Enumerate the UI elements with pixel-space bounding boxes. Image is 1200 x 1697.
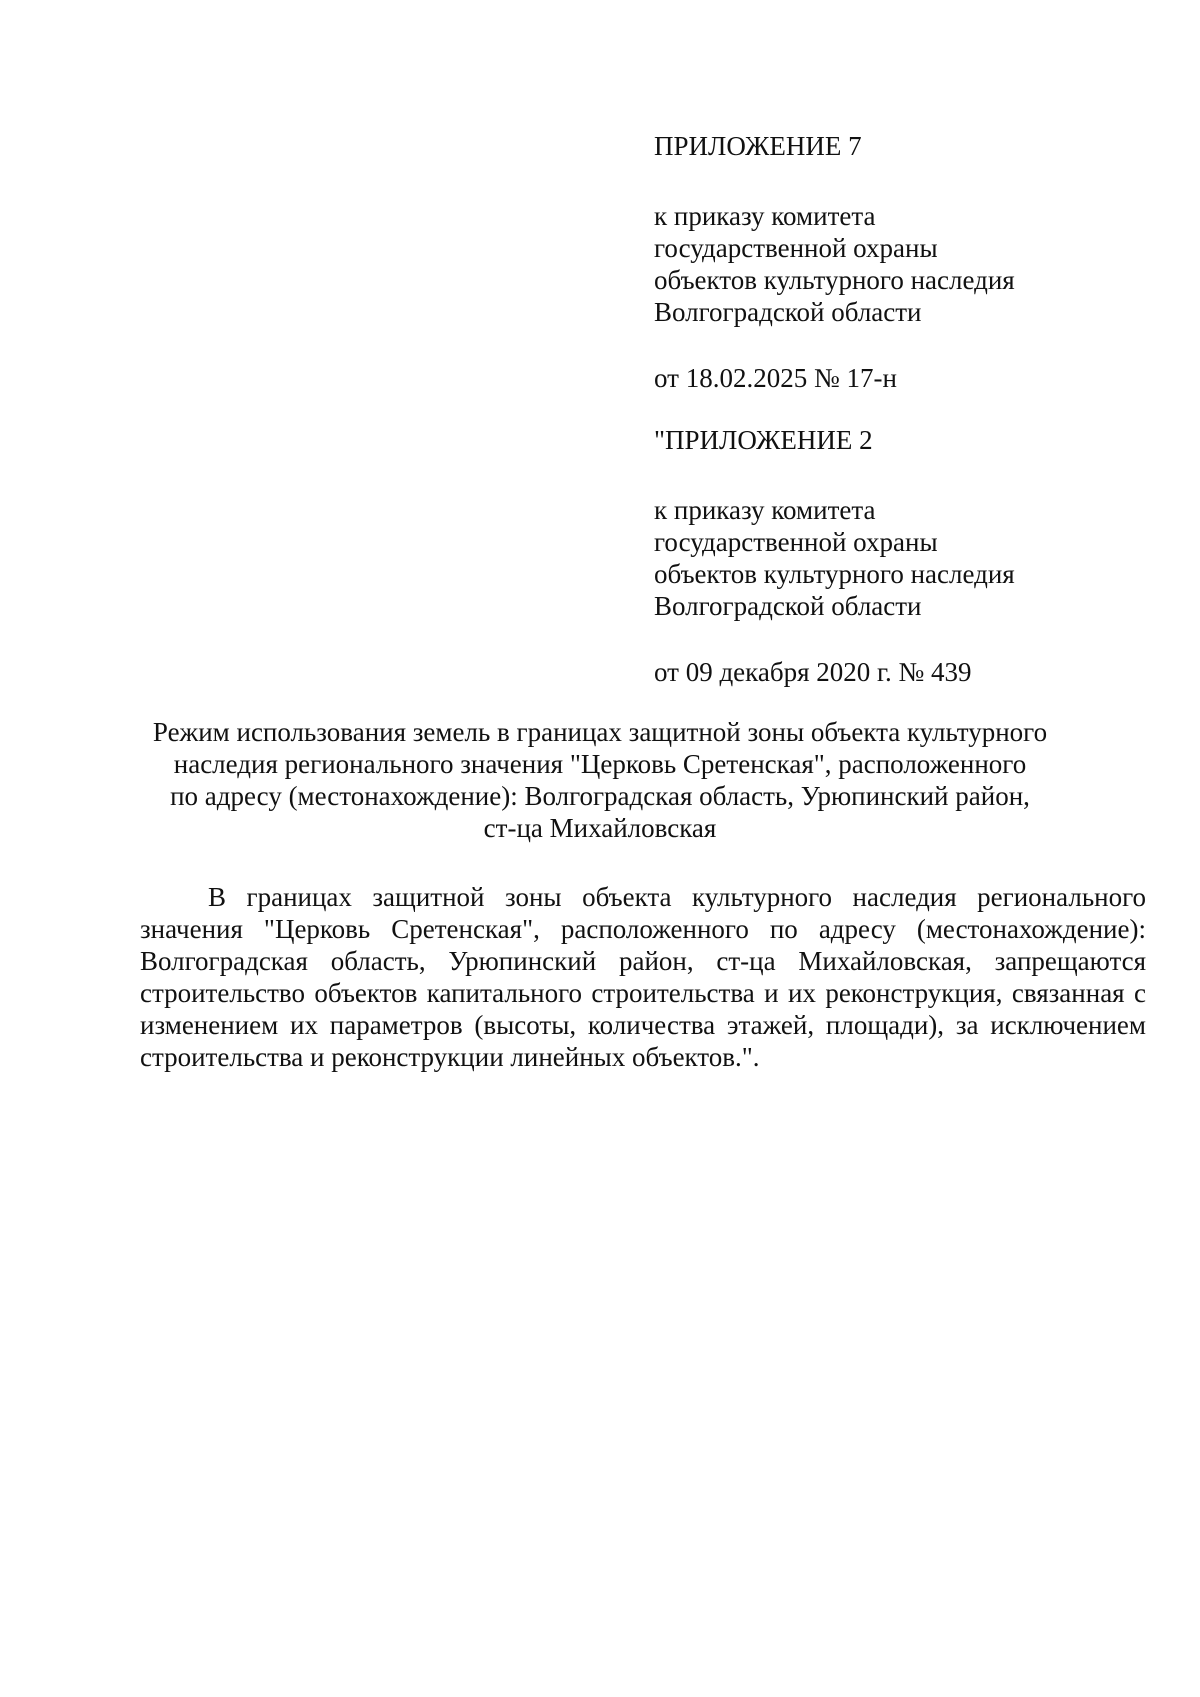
annex-reference (654, 494, 1114, 622)
annex-reference-line: Волгоградской области (654, 591, 922, 621)
annex-block-original (654, 424, 1114, 688)
annex-reference (654, 200, 1114, 328)
annex-date: от 18.02.2025 № 17-н (654, 363, 897, 393)
title-line: ст-ца Михайловская (483, 813, 717, 843)
annex-reference-line: объектов культурного наследия (654, 559, 1015, 589)
annex-date: от 09 декабря 2020 г. № 439 (654, 657, 972, 687)
body-paragraph: В границах защитной зоны объекта культурного наследия регионального значения "Церковь Сретенская", расположенного по адресу (местонахождение): Волгоградская область, Урюпинский район, ст-ца Михайловская, запрещаются строительство объектов капитального строительства и их реконструкция, связанная с изменением их параметров (высоты, количества этажей, площади), за исключением строительства и реконструкции линейных объектов.". (140, 882, 1146, 1072)
annex-reference-line: объектов культурного наследия (654, 265, 1015, 295)
annex-reference-line: к приказу комитета (654, 495, 876, 525)
annex-heading: "ПРИЛОЖЕНИЕ 2 (654, 425, 873, 455)
annex-reference-line: Волгоградской области (654, 297, 922, 327)
title-line: наследия регионального значения "Церковь Сретенская", расположенного (173, 749, 1027, 779)
title-line: Режим использования земель в границах защитной зоны объекта культурного (152, 717, 1048, 747)
title-line: по адресу (местонахождение): Волгоградская область, Урюпинский район, (170, 781, 1030, 811)
annex-block-current (654, 130, 1114, 394)
annex-reference-line: государственной охраны (654, 527, 938, 557)
annex-reference-line: к приказу комитета (654, 201, 876, 231)
annex-reference-line: государственной охраны (654, 233, 938, 263)
document-title (130, 716, 1070, 844)
annex-heading: ПРИЛОЖЕНИЕ 7 (654, 131, 862, 161)
